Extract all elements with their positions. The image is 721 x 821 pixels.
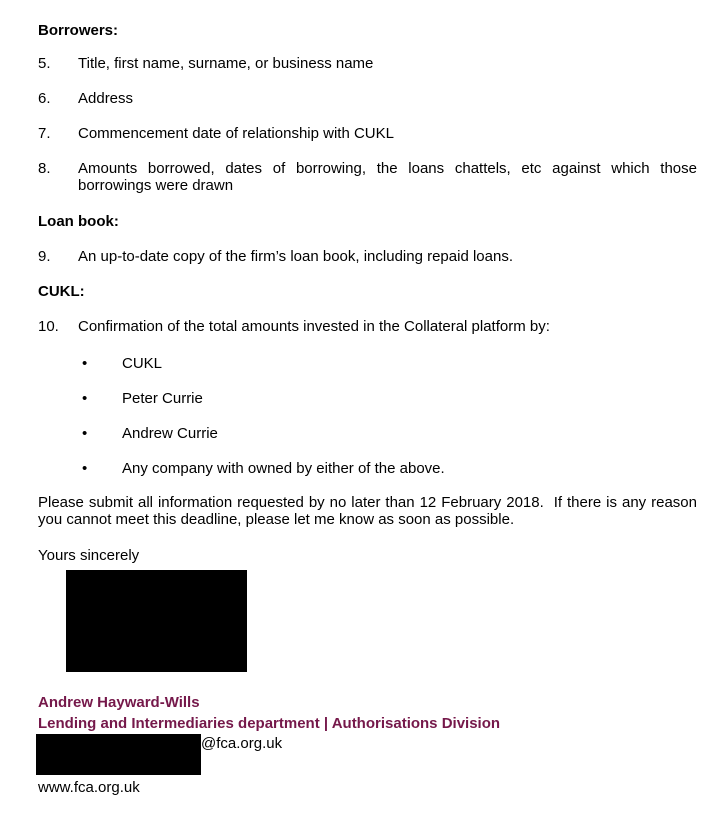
closing-paragraph: Please submit all information requested by no later than 12 February 2018. If there is any reason you cannot meet this deadline, please let me know as soon as possible. — [38, 494, 702, 528]
bullet-text: Andrew Currie — [122, 425, 218, 442]
bullet-icon: • — [82, 460, 88, 477]
redacted-contact-box — [36, 734, 201, 775]
bullet-item-cukl — [82, 355, 697, 372]
heading-cukl: CUKL: — [38, 283, 85, 300]
item-text: Title, first name, surname, or business name — [78, 55, 374, 72]
valediction: Yours sincerely — [38, 547, 140, 564]
email-suffix: @fca.org.uk — [201, 735, 283, 752]
item-text: Confirmation of the total amounts invested in the Collateral platform by: — [78, 318, 550, 335]
sender-department: Lending and Intermediaries department | Authorisations Division — [38, 715, 501, 732]
item-text: Address — [78, 90, 134, 107]
bullet-text: CUKL — [122, 355, 163, 372]
item-number: 8. — [38, 160, 51, 177]
bullet-icon: • — [82, 390, 88, 407]
redacted-signature-box — [66, 570, 247, 672]
item-text: An up-to-date copy of the firm’s loan book, including repaid loans. — [78, 248, 513, 265]
bullet-item-any-company — [82, 460, 697, 477]
numbered-item-9 — [38, 248, 697, 265]
bullet-item-andrew-currie — [82, 425, 697, 442]
email-row — [36, 734, 697, 775]
bullet-icon: • — [82, 355, 88, 372]
numbered-item-8 — [38, 160, 697, 194]
numbered-item-6 — [38, 90, 697, 107]
numbered-item-10 — [38, 318, 697, 335]
item-number: 9. — [38, 248, 51, 265]
sender-name: Andrew Hayward-Wills — [38, 694, 200, 711]
item-number: 10. — [38, 318, 59, 335]
bullet-item-peter-currie — [82, 390, 697, 407]
bullet-text: Any company with owned by either of the above. — [122, 460, 445, 477]
numbered-item-5 — [38, 55, 697, 72]
item-text: Commencement date of relationship with CUKL — [78, 125, 394, 142]
numbered-item-7 — [38, 125, 697, 142]
heading-borrowers: Borrowers: — [38, 22, 119, 39]
item-number: 5. — [38, 55, 51, 72]
heading-loan-book: Loan book: — [38, 213, 119, 230]
website-url: www.fca.org.uk — [38, 779, 140, 796]
signature-block — [38, 692, 697, 734]
bullet-icon: • — [82, 425, 88, 442]
item-number: 7. — [38, 125, 51, 142]
item-number: 6. — [38, 90, 51, 107]
bullet-text: Peter Currie — [122, 390, 203, 407]
item-text: Amounts borrowed, dates of borrowing, the loans chattels, etc against which those borrowings were drawn — [78, 160, 697, 194]
